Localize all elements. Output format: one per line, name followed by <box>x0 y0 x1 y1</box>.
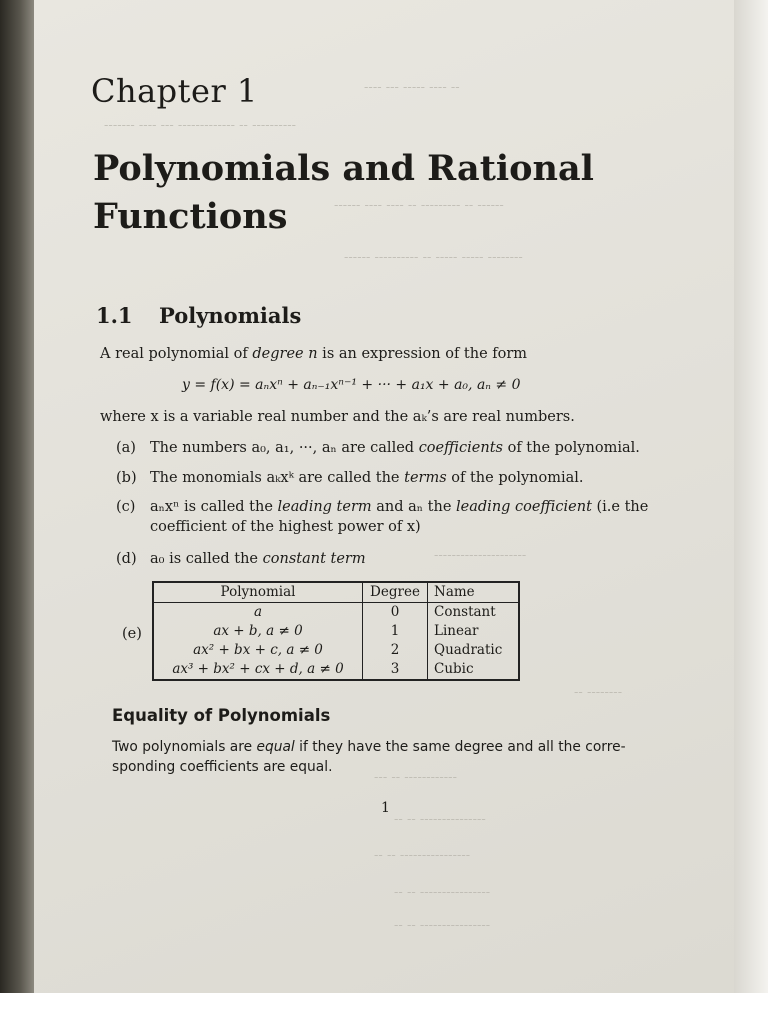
chapter-title: Polynomials and Rational Functions <box>93 148 594 237</box>
item-label: (b) <box>116 470 137 486</box>
section-heading <box>96 303 301 328</box>
item-text: (i.e the <box>591 499 649 515</box>
table-label: (e) <box>122 626 142 642</box>
paragraph-text: if they have the same degree and all the corre- <box>294 739 626 755</box>
item-text: of the polynomial. <box>502 440 640 456</box>
table-cell: ax + b, a ≠ 0 <box>153 622 363 641</box>
table-cell: ax³ + bx² + cx + d, a ≠ 0 <box>153 660 363 680</box>
item-emphasis: terms <box>404 470 447 486</box>
item-label: (c) <box>116 499 136 515</box>
table-cell: Quadratic <box>428 641 520 660</box>
bleed-through: -- ---- ----- --- ---- <box>364 80 460 95</box>
bleed-through: ------------ -- --- <box>374 770 457 785</box>
bleed-through: ---------------- -- -- <box>374 848 471 863</box>
where-paragraph: where x is a variable real number and the aₖ’s are real numbers. <box>100 409 575 425</box>
table-cell: Linear <box>428 622 520 641</box>
bleed-through: --------------- -- -- <box>394 812 486 827</box>
item-text: and aₙ the <box>371 499 457 515</box>
item-text: of the polynomial. <box>446 470 584 486</box>
paragraph-text: sponding coefficients are equal. <box>112 759 333 775</box>
table-header-row <box>153 582 519 603</box>
paragraph-emphasis: equal <box>256 739 295 755</box>
table-header: Degree <box>363 582 428 603</box>
item-text-continued: coefficient of the highest power of x) <box>150 519 421 535</box>
table-cell: Cubic <box>428 660 520 680</box>
table-row <box>153 660 519 680</box>
page-edge <box>733 0 768 995</box>
list-item <box>116 549 676 569</box>
table-header: Name <box>428 582 520 603</box>
bleed-through: ---------------- -- -- <box>394 918 491 933</box>
bleed-through: ------ -- --------- -- ---- ---- ------ <box>334 198 504 213</box>
bleed-through: ---------------- -- -- <box>394 885 491 900</box>
item-text: The numbers a₀, a₁, ···, aₙ are called <box>150 440 419 456</box>
item-label: (a) <box>116 440 136 456</box>
item-emphasis: leading coefficient <box>456 499 592 515</box>
subsection-heading: Equality of Polynomials <box>112 706 331 725</box>
book-page <box>34 0 734 993</box>
item-text: aₙxⁿ is called the <box>150 499 278 515</box>
intro-text: A real polynomial of <box>100 346 253 362</box>
list-item <box>116 468 676 488</box>
bleed-through: -------- -- <box>574 685 623 700</box>
bleed-through: ---------- -- ------------- --- ---- ------- <box>104 118 296 133</box>
item-emphasis: constant term <box>262 551 366 567</box>
intro-emphasis: degree n <box>252 346 318 362</box>
table-row <box>153 603 519 623</box>
paragraph-text: Two polynomials are <box>112 739 257 755</box>
table-row <box>153 641 519 660</box>
table-row <box>153 622 519 641</box>
intro-text: is an expression of the form <box>317 346 528 362</box>
equality-paragraph <box>112 737 672 777</box>
item-emphasis: coefficients <box>418 440 503 456</box>
table-cell: 3 <box>363 660 428 680</box>
list-item <box>116 438 676 458</box>
polynomial-table <box>152 581 520 681</box>
item-text: a₀ is called the <box>150 551 263 567</box>
table-cell: 0 <box>363 603 428 623</box>
bleed-through: --------------------- <box>434 548 527 563</box>
item-emphasis: leading term <box>277 499 372 515</box>
table-cell: a <box>153 603 363 623</box>
page-number: 1 <box>381 800 390 816</box>
table-cell: 1 <box>363 622 428 641</box>
chapter-heading: Chapter 1 <box>91 72 258 110</box>
intro-paragraph <box>100 346 527 362</box>
background <box>0 993 768 1024</box>
polynomial-formula: y = f(x) = aₙxⁿ + aₙ₋₁xⁿ⁻¹ + ··· + a₁x + a₀, aₙ ≠ 0 <box>182 377 521 393</box>
bleed-through: -------- ----- ----- -- ---------- ------ <box>344 250 523 265</box>
list-item <box>116 497 676 537</box>
table-cell: ax² + bx + c, a ≠ 0 <box>153 641 363 660</box>
book-spine-shadow <box>0 0 34 995</box>
table-cell: 2 <box>363 641 428 660</box>
item-text: The monomials aₖxᵏ are called the <box>150 470 405 486</box>
table-cell: Constant <box>428 603 520 623</box>
item-label: (d) <box>116 551 137 567</box>
table-header: Polynomial <box>153 582 363 603</box>
section-number: 1.1 <box>96 303 133 328</box>
section-title: Polynomials <box>159 303 302 328</box>
